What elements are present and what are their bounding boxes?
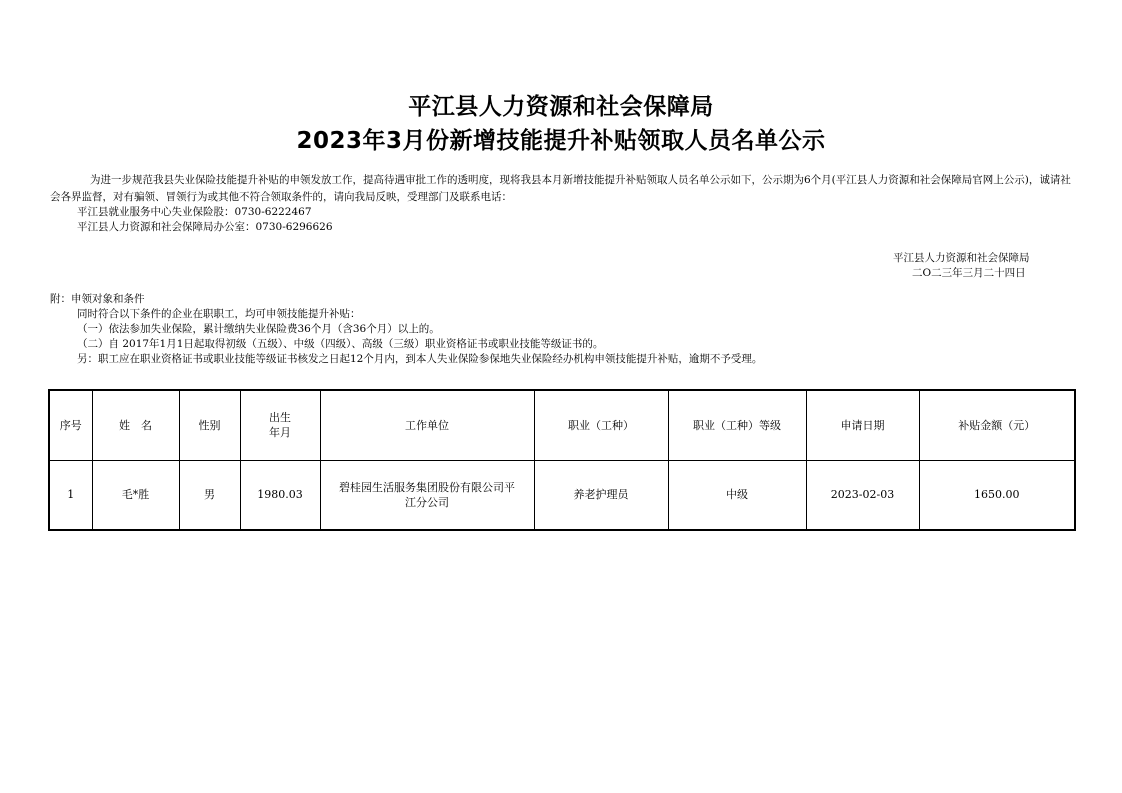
cell-gender: 男 xyxy=(179,460,240,530)
cell-amount: 1650.00 xyxy=(919,460,1075,530)
table-row xyxy=(49,460,1075,530)
attachment-note: 另：职工应在职业资格证书或职业技能等级证书核发之日起12个月内，到本人失业保险参保地失业保险经办机构申领技能提升补贴，逾期不予受理。 xyxy=(77,353,763,365)
cell-level: 中级 xyxy=(668,460,806,530)
header-birth-line1: 出生 xyxy=(269,411,291,425)
header-birth-line2: 年月 xyxy=(269,426,291,440)
header-gender: 性别 xyxy=(179,390,240,460)
page-subtitle: 2023年3月份新增技能提升补贴领取人员名单公示 xyxy=(296,128,826,154)
intro-paragraph: 为进一步规范我县失业保险技能提升补贴的申领发放工作，提高待遇审批工作的透明度，现将我县本月新增技能提升补贴领取人员名单公示如下，公示期为6个月(平江县人力资源和社会保障局官网上公示)，诚请社会各界监督，对有骗领、冒领行为或其他不符合领取条件的，请向我局反映，受理部门及联系电话： xyxy=(50,174,1071,203)
attachment-title: 附：申领对象和条件 xyxy=(50,293,145,305)
signature-org: 平江县人力资源和社会保障局 xyxy=(893,252,1030,264)
header-amount: 补贴金额（元） xyxy=(919,390,1075,460)
header-employer: 工作单位 xyxy=(320,390,534,460)
cell-employer-line1: 碧桂园生活服务集团股份有限公司平 xyxy=(339,480,515,494)
cell-birth: 1980.03 xyxy=(240,460,320,530)
header-no: 序号 xyxy=(49,390,92,460)
signature-date: 二O二三年三月二十四日 xyxy=(912,267,1026,279)
header-occupation: 职业（工种） xyxy=(534,390,668,460)
table-header-row xyxy=(49,390,1075,460)
cell-occupation: 养老护理员 xyxy=(534,460,668,530)
recipient-table xyxy=(48,389,1076,531)
attachment-line: 同时符合以下条件的企业在职职工，均可申领技能提升补贴： xyxy=(77,308,361,320)
cell-employer xyxy=(320,460,534,530)
header-level: 职业（工种）等级 xyxy=(668,390,806,460)
cell-name: 毛*胜 xyxy=(92,460,179,530)
cell-no: 1 xyxy=(49,460,92,530)
header-apply-date: 申请日期 xyxy=(806,390,919,460)
attachment-condition-1: （一）依法参加失业保险，累计缴纳失业保险费36个月（含36个月）以上的。 xyxy=(77,323,440,335)
contact-employment-center: 平江县就业服务中心失业保险股：0730-6222467 xyxy=(77,206,312,218)
cell-apply-date: 2023-02-03 xyxy=(806,460,919,530)
cell-employer-line2: 江分公司 xyxy=(405,495,449,509)
header-birth xyxy=(240,390,320,460)
header-name: 姓 名 xyxy=(92,390,179,460)
page-title: 平江县人力资源和社会保障局 xyxy=(408,94,714,120)
attachment-condition-2: （二）自 2017年1月1日起取得初级（五级）、中级（四级）、高级（三级）职业资格证书或职业技能等级证书的。 xyxy=(77,338,604,350)
contact-bureau-office: 平江县人力资源和社会保障局办公室：0730-6296626 xyxy=(77,221,333,233)
